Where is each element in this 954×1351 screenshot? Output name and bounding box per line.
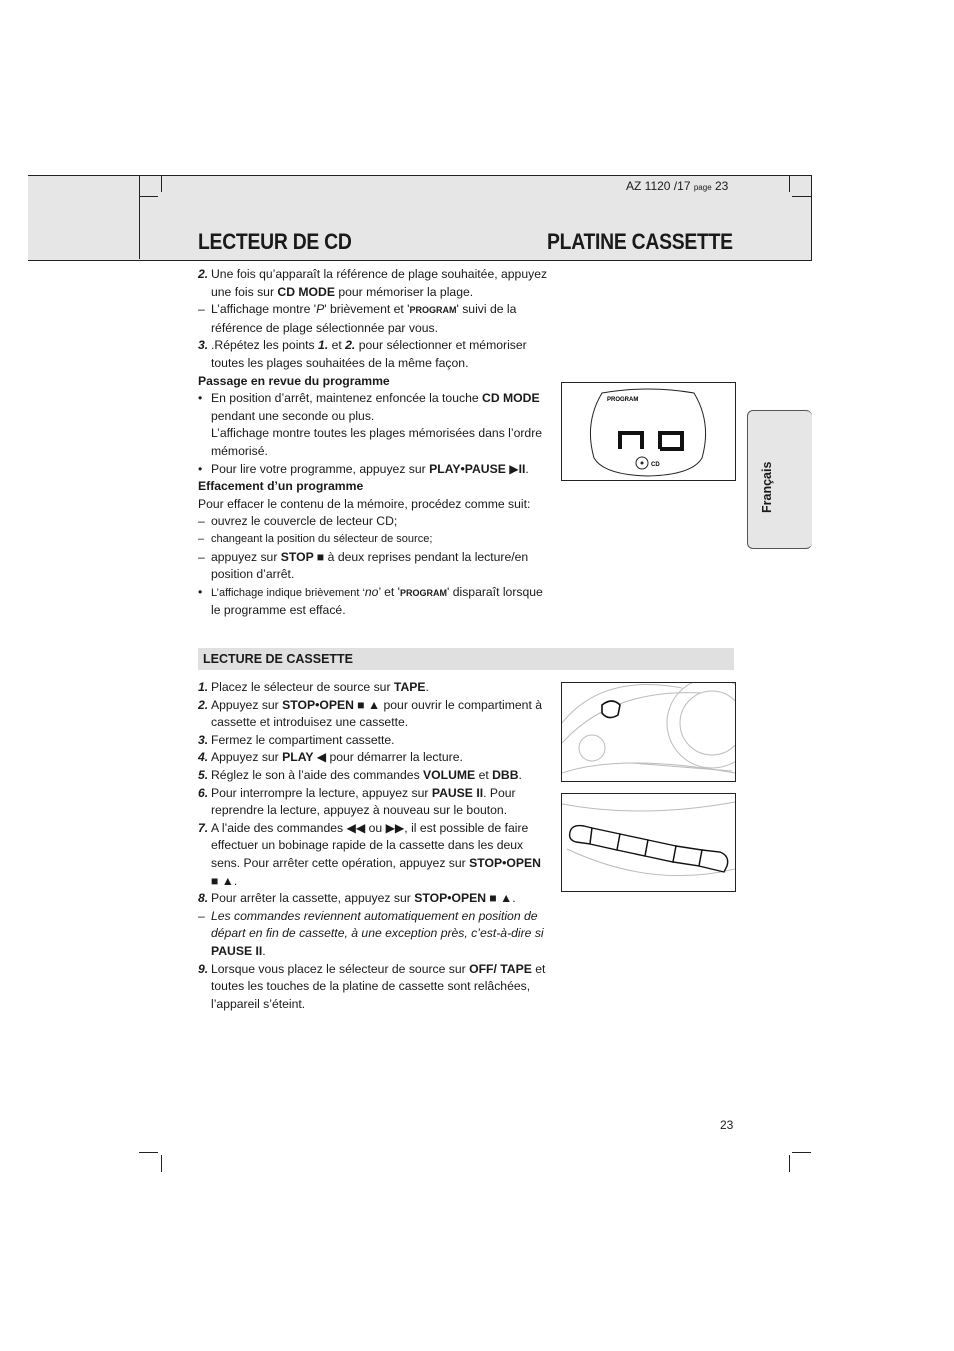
model-reference: AZ 1120 /17 page 23 [626,179,729,193]
step-2-note: – L’affichage montre 'P' brièvement et 'PROGRAM' suivi de la référence de plage sélectionnée par vous. [198,302,517,335]
cassette-section-bar [198,648,734,670]
cassette-step-4: 4. Appuyez sur PLAY ◀ pour démarrer la lecture. [198,750,463,765]
cd-program-section [198,266,550,620]
cassette-section-title: LECTURE DE CASSETTE [203,652,354,666]
crop-mark [139,196,158,197]
cassette-step-7: 7. A l’aide des commandes ◀◀ ou ▶▶, il est possible de faire effectuer un bobinage rapide de la cassette dans les deux sens. Pour arrêter cette opération, appuyez sur STOP•OPEN ■ ▲. [198,820,541,888]
lcd-display-illustration [561,382,736,481]
crop-mark [139,1152,158,1153]
source-selector-drawing [562,683,735,781]
cassette-keys-illustration [561,793,736,892]
erase-intro: Pour effacer le contenu de la mémoire, procédez comme suit: [198,496,531,511]
lcd-display-drawing [562,383,735,480]
crop-mark [789,1155,790,1172]
cassette-keys-drawing [562,794,735,891]
cassette-step-3: 3. Fermez le compartiment cassette. [198,732,395,747]
svg-text:CD: CD [651,462,660,468]
cassette-step-9: 9. Lorsque vous placez le sélecteur de source sur OFF/ TAPE et toutes les touches de la platine de cassette sont relâchées, l’appareil s’éteint. [198,961,546,1011]
step-2: 2. Une fois qu’apparaît la référence de plage souhaitée, appuyez une fois sur CD MODE pour mémoriser la plage. [198,267,548,299]
source-selector-illustration [561,682,736,782]
language-tab [747,410,812,549]
erase-step-3: – appuyez sur STOP ■ à deux reprises pendant la lecture/en position d’arrêt. [198,549,529,582]
cassette-step-8: 8. Pour arrêter la cassette, appuyez sur STOP•OPEN ■ ▲. [198,891,516,906]
crop-mark [161,175,162,192]
cassette-step-5: 5. Réglez le son à l’aide des commandes VOLUME et DBB. [198,767,522,782]
cassette-step-2: 2. Appuyez sur STOP•OPEN ■ ▲ pour ouvrir le compartiment à cassette et introduisez une cassette. [198,697,542,730]
review-bullet-2: • Pour lire votre programme, appuyez sur PLAY•PAUSE ▶II. [198,461,529,476]
page-number: 23 [720,1118,734,1132]
crop-mark [792,196,811,197]
source-selector-knob [602,701,620,718]
cassette-step-6: 6. Pour interrompre la lecture, appuyez sur PAUSE II. Pour reprendre la lecture, appuyez à nouveau sur le bouton. [198,785,516,818]
erase-step-2: – changeant la position du sélecteur de source; [198,532,433,545]
cassette-steps [198,679,550,1013]
erase-heading: Effacement d’un programme [198,479,364,494]
cassette-key-row [570,826,728,872]
lcd-program-label: PROGRAM [607,397,639,403]
lcd-no-segments [620,433,682,449]
title-cd-player: LECTEUR DE CD [198,229,352,254]
title-cassette-deck: PLATINE CASSETTE [547,229,733,254]
header-divider [139,175,140,259]
crop-mark [161,1155,162,1172]
review-heading: Passage en revue du programme [198,373,390,388]
erase-note: • L’affichage indique brièvement ‘no’ et 'PROGRAM' disparaît lorsque le programme est effacé. [198,584,543,618]
cassette-step-1: 1. Placez le sélecteur de source sur TAPE. [198,680,429,694]
cassette-step-8-note: – Les commandes reviennent automatiquement en position de départ en fin de cassette, à une exception près, c’est-à-dire si PAUSE II. [198,908,544,958]
step-3: 3. .Répétez les points 1. et 2. pour sélectionner et mémoriser toutes les plages souhaitées de la même façon. [198,338,527,370]
crop-mark [792,1152,811,1153]
language-tab-label: Français [760,461,774,513]
crop-mark [789,175,790,192]
review-bullet-1: • En position d’arrêt, maintenez enfoncée la touche CD MODE pendant une seconde ou plus. L’affichage montre toutes les plages mémorisées dans l’ordre mémorisé. [198,391,543,458]
erase-step-1: – ouvrez le couvercle de lecteur CD; [198,514,398,529]
